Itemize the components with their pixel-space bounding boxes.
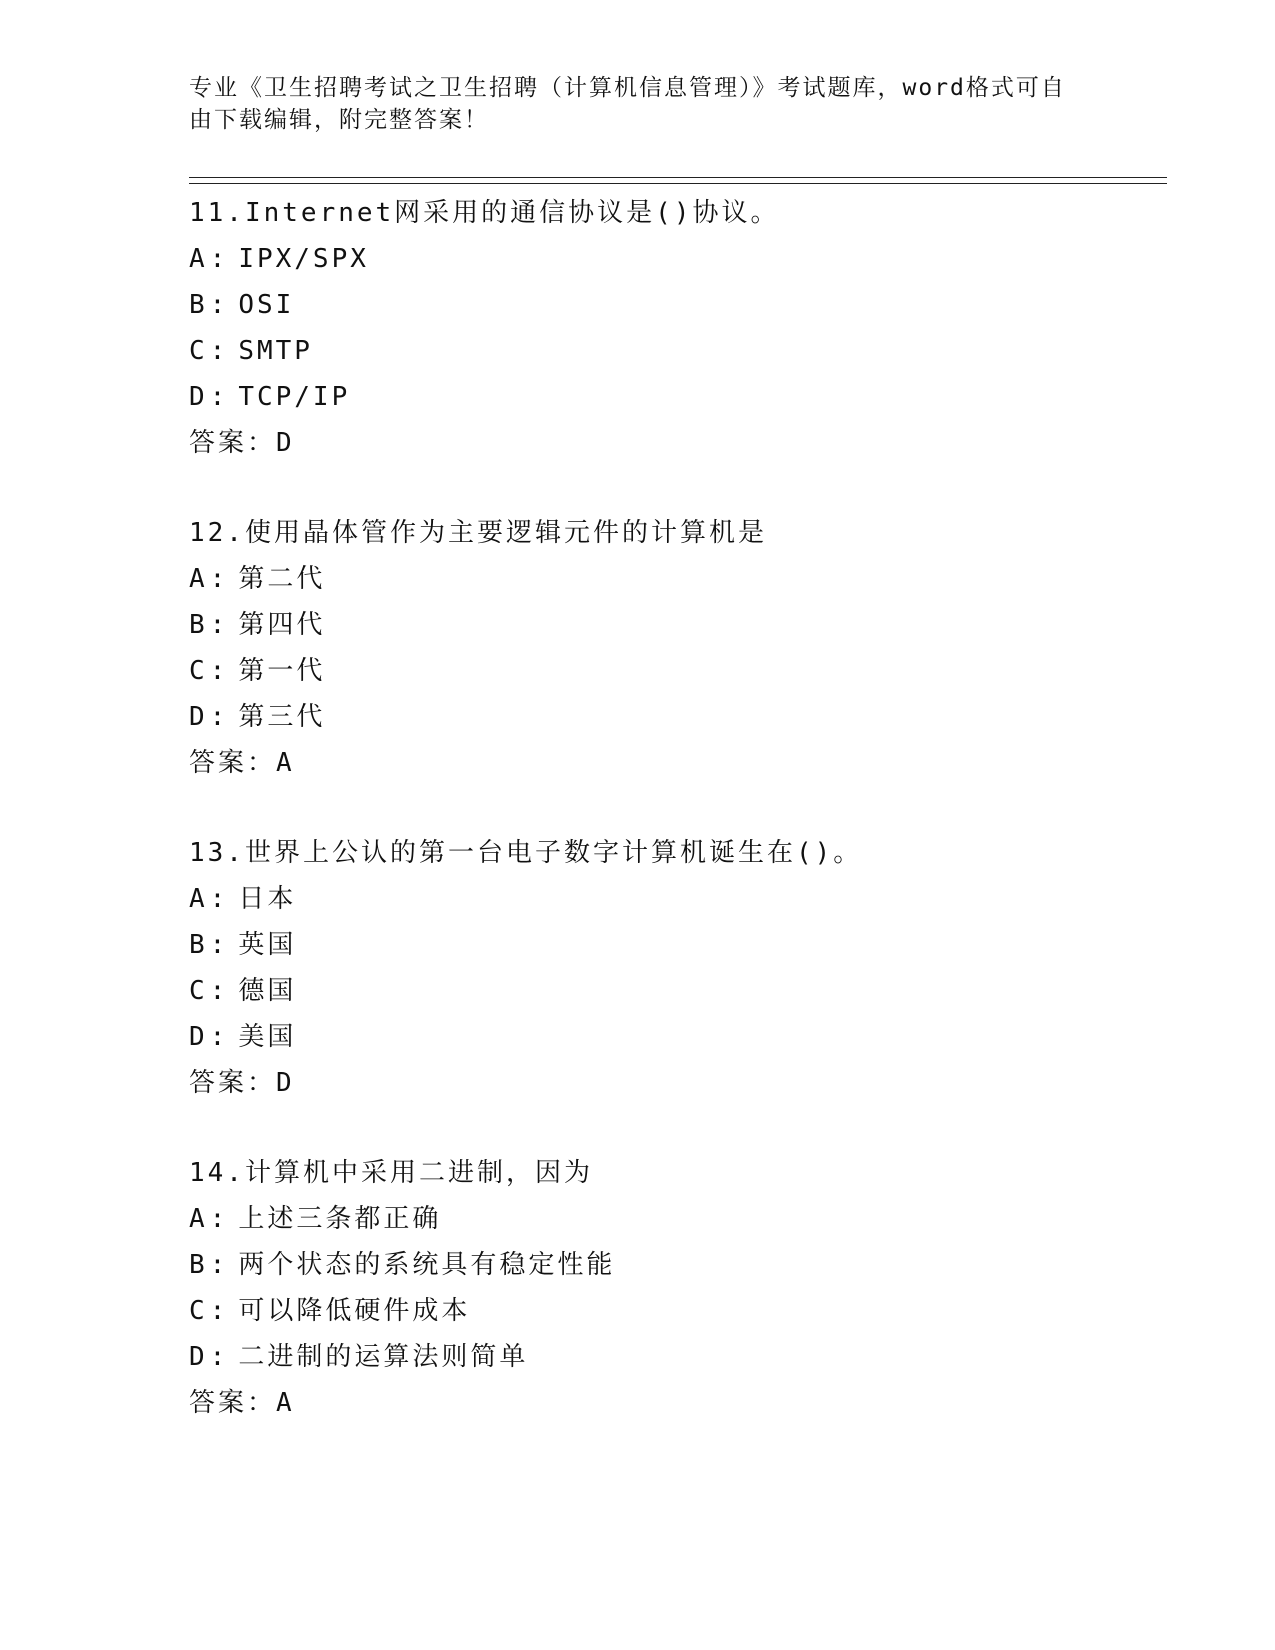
answer [189,1060,1167,1106]
option-text: 第三代 [238,702,326,732]
question-11 [189,190,1167,466]
header-divider-bottom [189,183,1167,184]
option-separator: : [209,976,229,1006]
option-d [189,374,1167,420]
option-key: D [189,1022,208,1052]
answer [189,740,1167,786]
option-text: 日本 [238,884,297,914]
option-key: D [189,1342,208,1372]
option-c [189,968,1167,1014]
option-key: C [189,656,208,686]
question-stem: 13.世界上公认的第一台电子数字计算机诞生在()。 [189,838,863,868]
option-separator: : [209,336,229,366]
option-separator: : [209,656,229,686]
option-b [189,1242,1167,1288]
question-list [189,190,1167,1426]
option-text: TCP/IP [238,382,351,412]
answer-label: 答案： [189,428,277,458]
option-key: A [189,884,208,914]
option-c [189,328,1167,374]
option-separator: : [209,1296,229,1326]
option-text: OSI [238,290,295,320]
option-key: B [189,290,208,320]
answer [189,1380,1167,1426]
option-text: 上述三条都正确 [238,1204,442,1234]
option-text: SMTP [238,336,313,366]
option-key: D [189,382,208,412]
option-text: 德国 [238,976,297,1006]
answer-label: 答案： [189,1388,277,1418]
option-key: C [189,976,208,1006]
option-separator: : [209,564,229,594]
option-d [189,1014,1167,1060]
option-d [189,694,1167,740]
answer-value: A [276,748,295,778]
option-b [189,602,1167,648]
answer-value: D [276,428,295,458]
option-text: 英国 [238,930,297,960]
answer-value: A [276,1388,295,1418]
option-b [189,922,1167,968]
answer-label: 答案： [189,1068,277,1098]
option-a [189,556,1167,602]
option-separator: : [209,382,229,412]
header-divider-top [189,177,1167,178]
option-key: D [189,702,208,732]
option-separator: : [209,1250,229,1280]
option-key: C [189,336,208,366]
option-text: 两个状态的系统具有稳定性能 [238,1250,616,1280]
option-d [189,1334,1167,1380]
option-text: IPX/SPX [238,244,369,274]
answer [189,420,1167,466]
option-a [189,876,1167,922]
option-separator: : [209,702,229,732]
question-stem: 11.Internet网采用的通信协议是()协议。 [189,198,780,228]
option-c [189,1288,1167,1334]
option-text: 第一代 [238,656,326,686]
option-key: B [189,930,208,960]
option-b [189,282,1167,328]
option-text: 第四代 [238,610,326,640]
question-12 [189,510,1167,786]
option-key: A [189,244,208,274]
answer-label: 答案： [189,748,277,778]
option-separator: : [209,1022,229,1052]
option-key: A [189,564,208,594]
option-separator: : [209,930,229,960]
option-key: A [189,1204,208,1234]
option-a [189,236,1167,282]
answer-value: D [276,1068,295,1098]
option-c [189,648,1167,694]
option-separator: : [209,1342,229,1372]
option-key: B [189,610,208,640]
option-separator: : [209,290,229,320]
option-a [189,1196,1167,1242]
question-stem: 12.使用晶体管作为主要逻辑元件的计算机是 [189,518,767,548]
option-separator: : [209,244,229,274]
question-14 [189,1150,1167,1426]
option-text: 二进制的运算法则简单 [238,1342,529,1372]
question-13 [189,830,1167,1106]
option-separator: : [209,884,229,914]
question-stem: 14.计算机中采用二进制，因为 [189,1158,593,1188]
option-text: 美国 [238,1022,297,1052]
option-separator: : [209,1204,229,1234]
option-text: 可以降低硬件成本 [238,1296,471,1326]
option-key: B [189,1250,208,1280]
header-line-2: 由下载编辑，附完整答案！ [189,107,489,133]
header-line-1: 专业《卫生招聘考试之卫生招聘（计算机信息管理）》考试题库，word格式可自 [189,75,1066,101]
document-header [189,72,1089,136]
option-text: 第二代 [238,564,326,594]
option-separator: : [209,610,229,640]
option-key: C [189,1296,208,1326]
